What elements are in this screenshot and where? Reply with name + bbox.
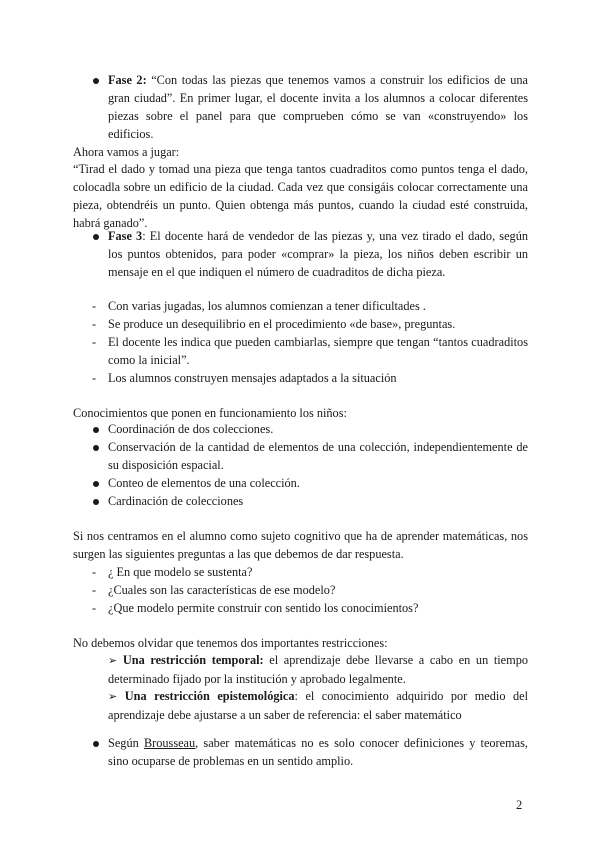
question-item: ¿Que modelo permite construir con sentido los conocimientos? <box>108 601 419 615</box>
dash-marker: - <box>92 565 97 579</box>
fase3-paragraph <box>108 227 528 281</box>
conocimientos-item: Cardinación de colecciones <box>108 494 244 508</box>
question-item: ¿ En que modelo se sustenta? <box>108 565 253 579</box>
game-quote: “Tirad el dado y tomad una pieza que tenga tantos cuadraditos como puntos tenga el dado, colocadla sobre un edificio de la ciudad. Cada vez que consigáis colocar correctamente una pieza, obtendréis un punto. Quien obtenga más puntos, cuando la ciudad esté construida, habrá ganado”. <box>73 162 528 230</box>
dash-item: Con varias jugadas, los alumnos comienzan a tener dificultades . <box>108 299 426 313</box>
bullet-icon <box>93 234 99 240</box>
bullet-icon <box>93 427 99 433</box>
brousseau-post: , saber matemáticas no es solo conocer definiciones y teoremas, sino ocuparse de problemas en un sentido amplio. <box>108 736 528 768</box>
dash-marker: - <box>92 335 97 349</box>
epist-label: Una restricción epistemológica <box>124 689 295 703</box>
restricciones-heading: No debemos olvidar que tenemos dos importantes restricciones: <box>73 636 388 650</box>
dash-marker: - <box>92 371 97 385</box>
brousseau-paragraph <box>108 734 528 770</box>
restriccion-temporal <box>108 651 528 688</box>
dash-marker: - <box>92 601 97 615</box>
brousseau-pre: Según <box>108 736 144 750</box>
conocimientos-item: Conservación de la cantidad de elementos de una colección, independientemente de su disposición espacial. <box>108 440 528 472</box>
fase3-label: Fase 3 <box>108 229 143 243</box>
conocimientos-heading: Conocimientos que ponen en funcionamiento los niños: <box>73 406 347 420</box>
bullet-icon <box>93 78 99 84</box>
question-item: ¿Cuales son las características de ese modelo? <box>108 583 336 597</box>
alumno-paragraph: Si nos centramos en el alumno como sujeto cognitivo que ha de aprender matemáticas, nos surgen las siguientes preguntas a las que debemos de dar respuesta. <box>73 529 528 561</box>
dash-item: El docente les indica que pueden cambiarlas, siempre que tengan “tantos cuadraditos como la inicial”. <box>108 335 528 367</box>
epist-text: : el conocimiento adquirido por medio del aprendizaje debe ajustarse a un saber de referencia: el saber matemático <box>108 689 528 722</box>
arrowhead-bullet-icon: ➢ <box>108 654 118 667</box>
bullet-icon <box>93 445 99 451</box>
conocimientos-item: Coordinación de dos colecciones. <box>108 422 274 436</box>
brousseau-name: Brousseau <box>143 736 196 750</box>
fase2-text: “Con todas las piezas que tenemos vamos a construir los edificios de una gran ciudad”. En primer lugar, el docente invita a los alumnos a colocar diferentes piezas sobre el panel para que comprueben cómo se van «construyendo» los edificios. <box>108 73 528 141</box>
restriccion-epistemologica <box>108 687 528 724</box>
dash-marker: - <box>92 299 97 313</box>
conocimientos-item: Conteo de elementos de una colección. <box>108 476 300 490</box>
bullet-icon <box>93 481 99 487</box>
temporal-text: el aprendizaje debe llevarse a cabo en un tiempo determinado fijado por la institución y aprobado legalmente. <box>108 653 529 686</box>
dash-marker: - <box>92 317 97 331</box>
fase2-paragraph <box>108 71 528 143</box>
ahora-line: Ahora vamos a jugar: <box>73 145 180 159</box>
dash-marker: - <box>92 583 97 597</box>
dash-item: Se produce un desequilibrio en el procedimiento «de base», preguntas. <box>108 317 456 331</box>
page-number: 2 <box>516 798 523 812</box>
dash-item: Los alumnos construyen mensajes adaptados a la situación <box>108 371 397 385</box>
fase2-label: Fase 2: <box>108 73 147 87</box>
bullet-icon <box>93 499 99 505</box>
temporal-label: Una restricción temporal: <box>122 653 264 667</box>
bullet-icon <box>93 741 99 747</box>
arrowhead-bullet-icon: ➢ <box>108 690 118 703</box>
fase3-text: : El docente hará de vendedor de las piezas y, una vez tirado el dado, según los puntos obtenidos, para poder «comprar» la pieza, los niños deben escribir un mensaje en el que indiquen el número de cuadraditos de dicha pieza. <box>108 229 528 279</box>
